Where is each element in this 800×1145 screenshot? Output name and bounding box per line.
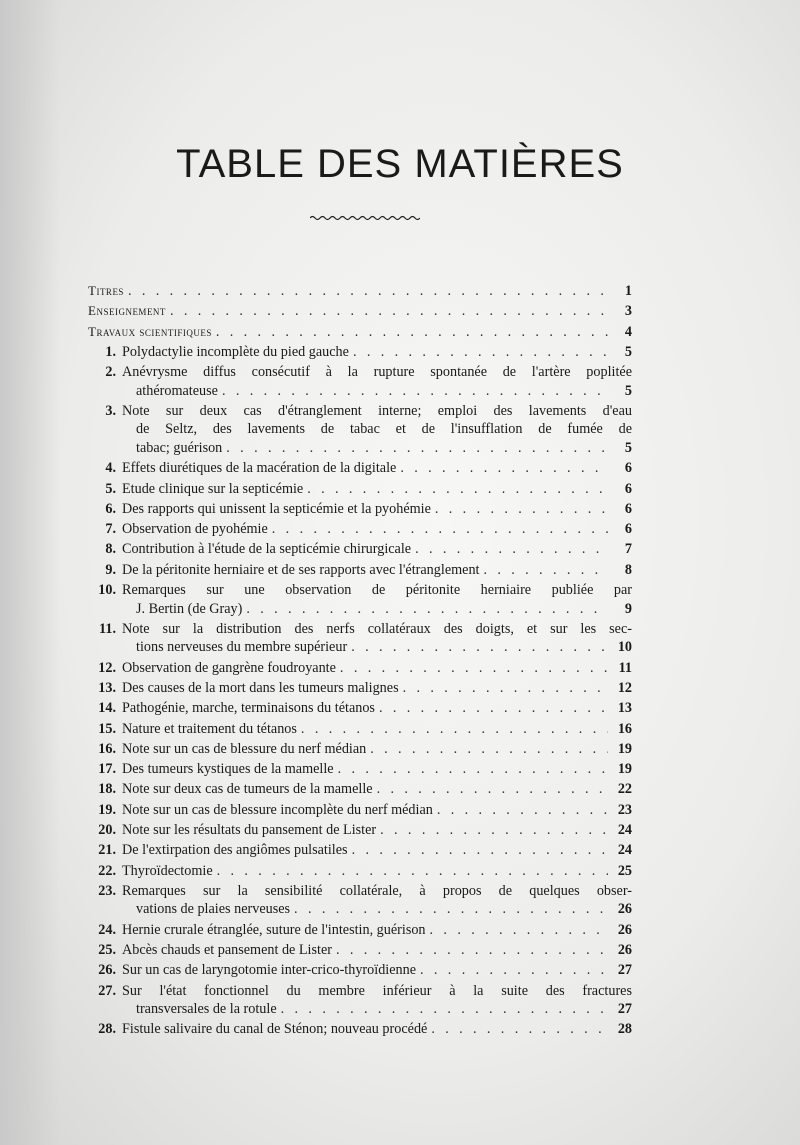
toc-entry-text: Nature et traitement du tétanos	[122, 720, 297, 737]
toc-entry	[88, 821, 632, 840]
toc-page-number: 23	[617, 801, 632, 818]
page-title: TABLE DES MATIÈRES	[176, 142, 624, 186]
toc-page-number: 27	[617, 1001, 632, 1018]
toc-entry-text: Sur un cas de laryngotomie inter-crico-thyroïdienne	[122, 962, 417, 979]
toc-entry-text: Des causes de la mort dans les tumeurs malignes	[122, 679, 399, 696]
toc-page-number: 6	[624, 460, 632, 477]
toc-page-number: 6	[624, 480, 632, 497]
toc-entry-text: Pathogénie, marche, terminaisons du tétanos	[122, 700, 375, 717]
toc-entry-body	[122, 841, 632, 860]
toc-section-label: Titres	[88, 283, 124, 298]
toc-page-number: 26	[617, 921, 632, 938]
toc-page-number: 4	[624, 323, 632, 340]
toc-entry-number: 28.	[98, 1021, 116, 1038]
toc-entry-last-line	[122, 699, 632, 718]
toc-entry-last-line	[122, 720, 632, 739]
toc-entry-body	[122, 740, 632, 759]
toc-section-entry	[88, 282, 632, 301]
toc-entry-text: Etude clinique sur la septicémie	[122, 480, 304, 497]
toc-section-body	[88, 282, 632, 301]
toc-entry-text: Note sur un cas de blessure du nerf médian	[122, 740, 367, 757]
toc-entry-number: 13.	[98, 679, 116, 696]
toc-entry-body	[122, 921, 632, 940]
toc-page-number: 19	[617, 761, 632, 778]
toc-entry-text-line: Remarques sur une observation de péritonite herniaire publiée par	[122, 582, 632, 599]
toc-entry-text: Des rapports qui unissent la septicémie et la pyohémie	[122, 500, 431, 517]
toc-entry-last-line	[122, 821, 632, 840]
toc-leader-dots	[351, 638, 608, 657]
toc-entry-last-line	[122, 941, 632, 960]
toc-entry-body	[122, 620, 632, 657]
toc-entry	[88, 540, 632, 559]
toc-leader-dots	[246, 600, 608, 619]
toc-entry-text: Hernie crurale étranglée, suture de l'intestin, guérison	[122, 921, 426, 938]
toc-entry-body	[122, 679, 632, 698]
toc-entry-text: J. Bertin (de Gray)	[136, 600, 243, 617]
toc-page-number: 16	[617, 720, 632, 737]
toc-entry-body	[122, 500, 632, 519]
toc-section-body	[88, 302, 632, 321]
toc-entry-text: Des tumeurs kystiques de la mamelle	[122, 761, 334, 778]
toc-entry-body	[122, 480, 632, 499]
toc-leader-dots	[338, 760, 608, 779]
toc-entry	[88, 740, 632, 759]
toc-entry-last-line	[122, 439, 632, 458]
toc-entry	[88, 961, 632, 980]
toc-entry-text-line: Sur l'état fonctionnel du membre inférieur à la suite des fractures	[122, 982, 632, 999]
toc-entry-number: 20.	[98, 822, 116, 839]
toc-entry	[88, 699, 632, 718]
toc-entry-last-line	[122, 480, 632, 499]
toc-entry-last-line	[122, 382, 632, 401]
toc-entry-last-line	[122, 961, 632, 980]
toc-leader-dots	[336, 941, 608, 960]
toc-section-entry	[88, 302, 632, 321]
toc-entry-text: Note sur un cas de blessure incomplète du nerf médian	[122, 801, 433, 818]
toc-entry-text: Note sur deux cas de tumeurs de la mamelle	[122, 781, 373, 798]
toc-page-number: 26	[617, 942, 632, 959]
toc-entry-body	[122, 581, 632, 618]
toc-entry-number: 2.	[105, 364, 116, 381]
toc-entry-last-line	[122, 561, 632, 580]
toc-entry-last-line	[122, 900, 632, 919]
toc-entry-number: 17.	[98, 761, 116, 778]
toc-section-label: Enseignement	[88, 303, 166, 319]
toc-leader-dots	[226, 439, 608, 458]
toc-entry-text-line: Anévrysme diffus consécutif à la rupture spontanée de l'artère poplitée	[122, 364, 632, 381]
toc-leader-dots	[281, 1000, 608, 1019]
toc-entry	[88, 561, 632, 580]
toc-leader-dots	[301, 720, 608, 739]
toc-entry-text: Polydactylie incomplète du pied gauche	[122, 343, 349, 360]
toc-leader-dots	[353, 343, 608, 362]
toc-entry-text-line: Remarques sur la sensibilité collatérale, à propos de quelques obser-	[122, 882, 632, 899]
toc-entry-body	[122, 561, 632, 580]
toc-entry-body	[122, 821, 632, 840]
toc-entry	[88, 363, 632, 400]
toc-entry-last-line	[122, 600, 632, 619]
toc-entry-last-line	[122, 841, 632, 860]
toc-entry-number: 26.	[98, 962, 116, 979]
toc-entry	[88, 982, 632, 1019]
toc-entry-number: 18.	[98, 781, 116, 798]
toc-page-number: 27	[617, 962, 632, 979]
toc-entry-number: 3.	[105, 402, 116, 419]
toc-entry-text: De l'extirpation des angiômes pulsatiles	[122, 842, 348, 859]
toc-entry-body	[122, 801, 632, 820]
toc-page-number: 11	[618, 659, 632, 676]
toc-entry-body	[122, 862, 632, 881]
toc-entry-body	[122, 343, 632, 362]
toc-entry-number: 6.	[105, 500, 116, 517]
toc-section-body	[88, 323, 632, 342]
toc-leader-dots	[272, 520, 608, 539]
toc-entry	[88, 620, 632, 657]
toc-entry-number: 4.	[105, 460, 116, 477]
toc-leader-dots	[415, 540, 608, 559]
toc-entry-body	[122, 941, 632, 960]
toc-entry-number: 8.	[105, 541, 116, 558]
toc-entry-last-line	[122, 500, 632, 519]
toc-leader-dots	[340, 659, 608, 678]
toc-page-number: 5	[624, 343, 632, 360]
toc-entry-text: Fistule salivaire du canal de Sténon; nouveau procédé	[122, 1021, 428, 1038]
toc-section-label: Travaux scientifiques	[88, 323, 212, 339]
toc-entry-last-line	[122, 740, 632, 759]
toc-entry-number: 19.	[98, 801, 116, 818]
toc-entry-last-line	[122, 459, 632, 478]
toc-page-number: 22	[617, 781, 632, 798]
toc-entry	[88, 760, 632, 779]
toc-entry-text: Observation de pyohémie	[122, 521, 268, 538]
toc-leader-dots	[170, 302, 608, 321]
toc-entry-number: 7.	[105, 521, 116, 538]
toc-entry-last-line	[122, 1000, 632, 1019]
toc-page-number: 12	[617, 679, 632, 696]
toc-page-number: 1	[624, 283, 632, 299]
toc-entry-number: 21.	[98, 842, 116, 859]
toc-entry-last-line	[122, 520, 632, 539]
toc-entry-number: 22.	[98, 862, 116, 879]
toc-section-line	[88, 323, 632, 342]
toc-entry	[88, 882, 632, 919]
toc-section-line	[88, 282, 632, 301]
toc-entry-text: tabac; guérison	[136, 439, 223, 456]
toc-leader-dots	[431, 1020, 608, 1039]
toc-leader-dots	[217, 862, 608, 881]
toc-leader-dots	[403, 679, 608, 698]
toc-entry	[88, 720, 632, 739]
toc-page-number: 13	[617, 700, 632, 717]
toc-page-number: 7	[624, 541, 632, 558]
toc-leader-dots	[483, 561, 608, 580]
toc-entry-body	[122, 882, 632, 919]
toc-section-entry	[88, 323, 632, 342]
toc-leader-dots	[216, 323, 608, 342]
toc-entry-body	[122, 659, 632, 678]
toc-entry-last-line	[122, 760, 632, 779]
toc-entry	[88, 581, 632, 618]
toc-entry	[88, 659, 632, 678]
toc-entry-body	[122, 363, 632, 400]
toc-leader-dots	[435, 500, 608, 519]
toc-entry-body	[122, 459, 632, 478]
toc-entry-last-line	[122, 862, 632, 881]
toc-entry-text-line: Note sur deux cas d'étranglement interne; emploi des lavements d'eau	[122, 402, 632, 419]
toc-entry-last-line	[122, 801, 632, 820]
toc-entry-text: athéromateuse	[136, 382, 218, 399]
toc-entry-text: De la péritonite herniaire et de ses rapports avec l'étranglement	[122, 561, 480, 578]
toc-leader-dots	[400, 459, 608, 478]
toc-entry	[88, 921, 632, 940]
toc-page-number: 28	[617, 1021, 632, 1038]
toc-entry-number: 24.	[98, 921, 116, 938]
table-of-contents	[88, 282, 632, 1041]
toc-entry-body	[122, 780, 632, 799]
title-ornament-rule	[310, 214, 420, 222]
toc-entry	[88, 343, 632, 362]
toc-entry-number: 9.	[105, 561, 116, 578]
toc-entry-text: transversales de la rotule	[136, 1001, 277, 1018]
toc-page-number: 26	[617, 901, 632, 918]
toc-entry	[88, 841, 632, 860]
toc-entry-last-line	[122, 638, 632, 657]
toc-leader-dots	[437, 801, 608, 820]
toc-page-number: 25	[617, 862, 632, 879]
toc-entry-body	[122, 540, 632, 559]
toc-leader-dots	[307, 480, 608, 499]
toc-entry	[88, 862, 632, 881]
toc-leader-dots	[128, 282, 608, 301]
toc-entry-text: vations de plaies nerveuses	[136, 901, 291, 918]
toc-entry-body	[122, 520, 632, 539]
toc-entry	[88, 402, 632, 458]
toc-entry-number: 5.	[105, 480, 116, 497]
toc-entry-last-line	[122, 343, 632, 362]
toc-leader-dots	[379, 699, 608, 718]
toc-entry-body	[122, 699, 632, 718]
toc-entry	[88, 459, 632, 478]
toc-entry-number: 14.	[98, 700, 116, 717]
toc-leader-dots	[380, 821, 608, 840]
toc-page-number: 9	[624, 600, 632, 617]
toc-entry	[88, 801, 632, 820]
toc-entry-last-line	[122, 1020, 632, 1039]
toc-entry-last-line	[122, 921, 632, 940]
toc-page-number: 10	[617, 639, 632, 656]
toc-entry-text: tions nerveuses du membre supérieur	[136, 639, 348, 656]
toc-page-number: 3	[624, 303, 632, 320]
toc-entry	[88, 1020, 632, 1039]
toc-entry-text-line: Note sur la distribution des nerfs collatéraux des doigts, et sur les sec-	[122, 620, 632, 637]
toc-page-number: 19	[617, 740, 632, 757]
toc-leader-dots	[377, 780, 608, 799]
toc-page-number: 24	[617, 842, 632, 859]
toc-entry-text: Contribution à l'étude de la septicémie chirurgicale	[122, 541, 412, 558]
toc-page-number: 5	[624, 382, 632, 399]
toc-entry-number: 27.	[98, 982, 116, 999]
toc-leader-dots	[420, 961, 608, 980]
toc-entry-last-line	[122, 659, 632, 678]
toc-entry-number: 15.	[98, 720, 116, 737]
toc-entry-text: Thyroïdectomie	[122, 862, 213, 879]
toc-entry-text: Note sur les résultats du pansement de Lister	[122, 822, 377, 839]
toc-entry-text: Abcès chauds et pansement de Lister	[122, 942, 332, 959]
toc-entry-last-line	[122, 540, 632, 559]
toc-entry-number: 1.	[105, 343, 116, 360]
toc-page-number: 6	[624, 521, 632, 538]
toc-entry-number: 25.	[98, 942, 116, 959]
toc-entry-number: 16.	[98, 740, 116, 757]
toc-entry	[88, 941, 632, 960]
toc-entry-body	[122, 961, 632, 980]
toc-entry	[88, 500, 632, 519]
toc-leader-dots	[352, 841, 608, 860]
toc-section-line	[88, 302, 632, 321]
toc-entry-number: 12.	[98, 659, 116, 676]
toc-entry-body	[122, 402, 632, 458]
toc-entry-number: 11.	[99, 620, 116, 637]
toc-page-number: 5	[624, 439, 632, 456]
toc-leader-dots	[222, 382, 608, 401]
toc-page-number: 8	[624, 561, 632, 578]
toc-entry-text: Effets diurétiques de la macération de la digitale	[122, 460, 397, 477]
toc-leader-dots	[430, 921, 608, 940]
toc-entry	[88, 480, 632, 499]
toc-entry-number: 10.	[98, 582, 116, 599]
toc-entry	[88, 780, 632, 799]
toc-entry-number: 23.	[98, 882, 116, 899]
toc-entry-body	[122, 760, 632, 779]
toc-entry	[88, 679, 632, 698]
toc-page-number: 24	[617, 822, 632, 839]
toc-entry	[88, 520, 632, 539]
toc-entry-body	[122, 1020, 632, 1039]
toc-leader-dots	[294, 900, 608, 919]
toc-entry-body	[122, 982, 632, 1019]
toc-leader-dots	[370, 740, 608, 759]
toc-entry-body	[122, 720, 632, 739]
toc-entry-text-line: de Seltz, des lavements de tabac et de l'insufflation de fumée de	[136, 421, 632, 438]
toc-entry-last-line	[122, 780, 632, 799]
toc-entry-text: Observation de gangrène foudroyante	[122, 659, 336, 676]
toc-page-number: 6	[624, 500, 632, 517]
toc-entry-last-line	[122, 679, 632, 698]
